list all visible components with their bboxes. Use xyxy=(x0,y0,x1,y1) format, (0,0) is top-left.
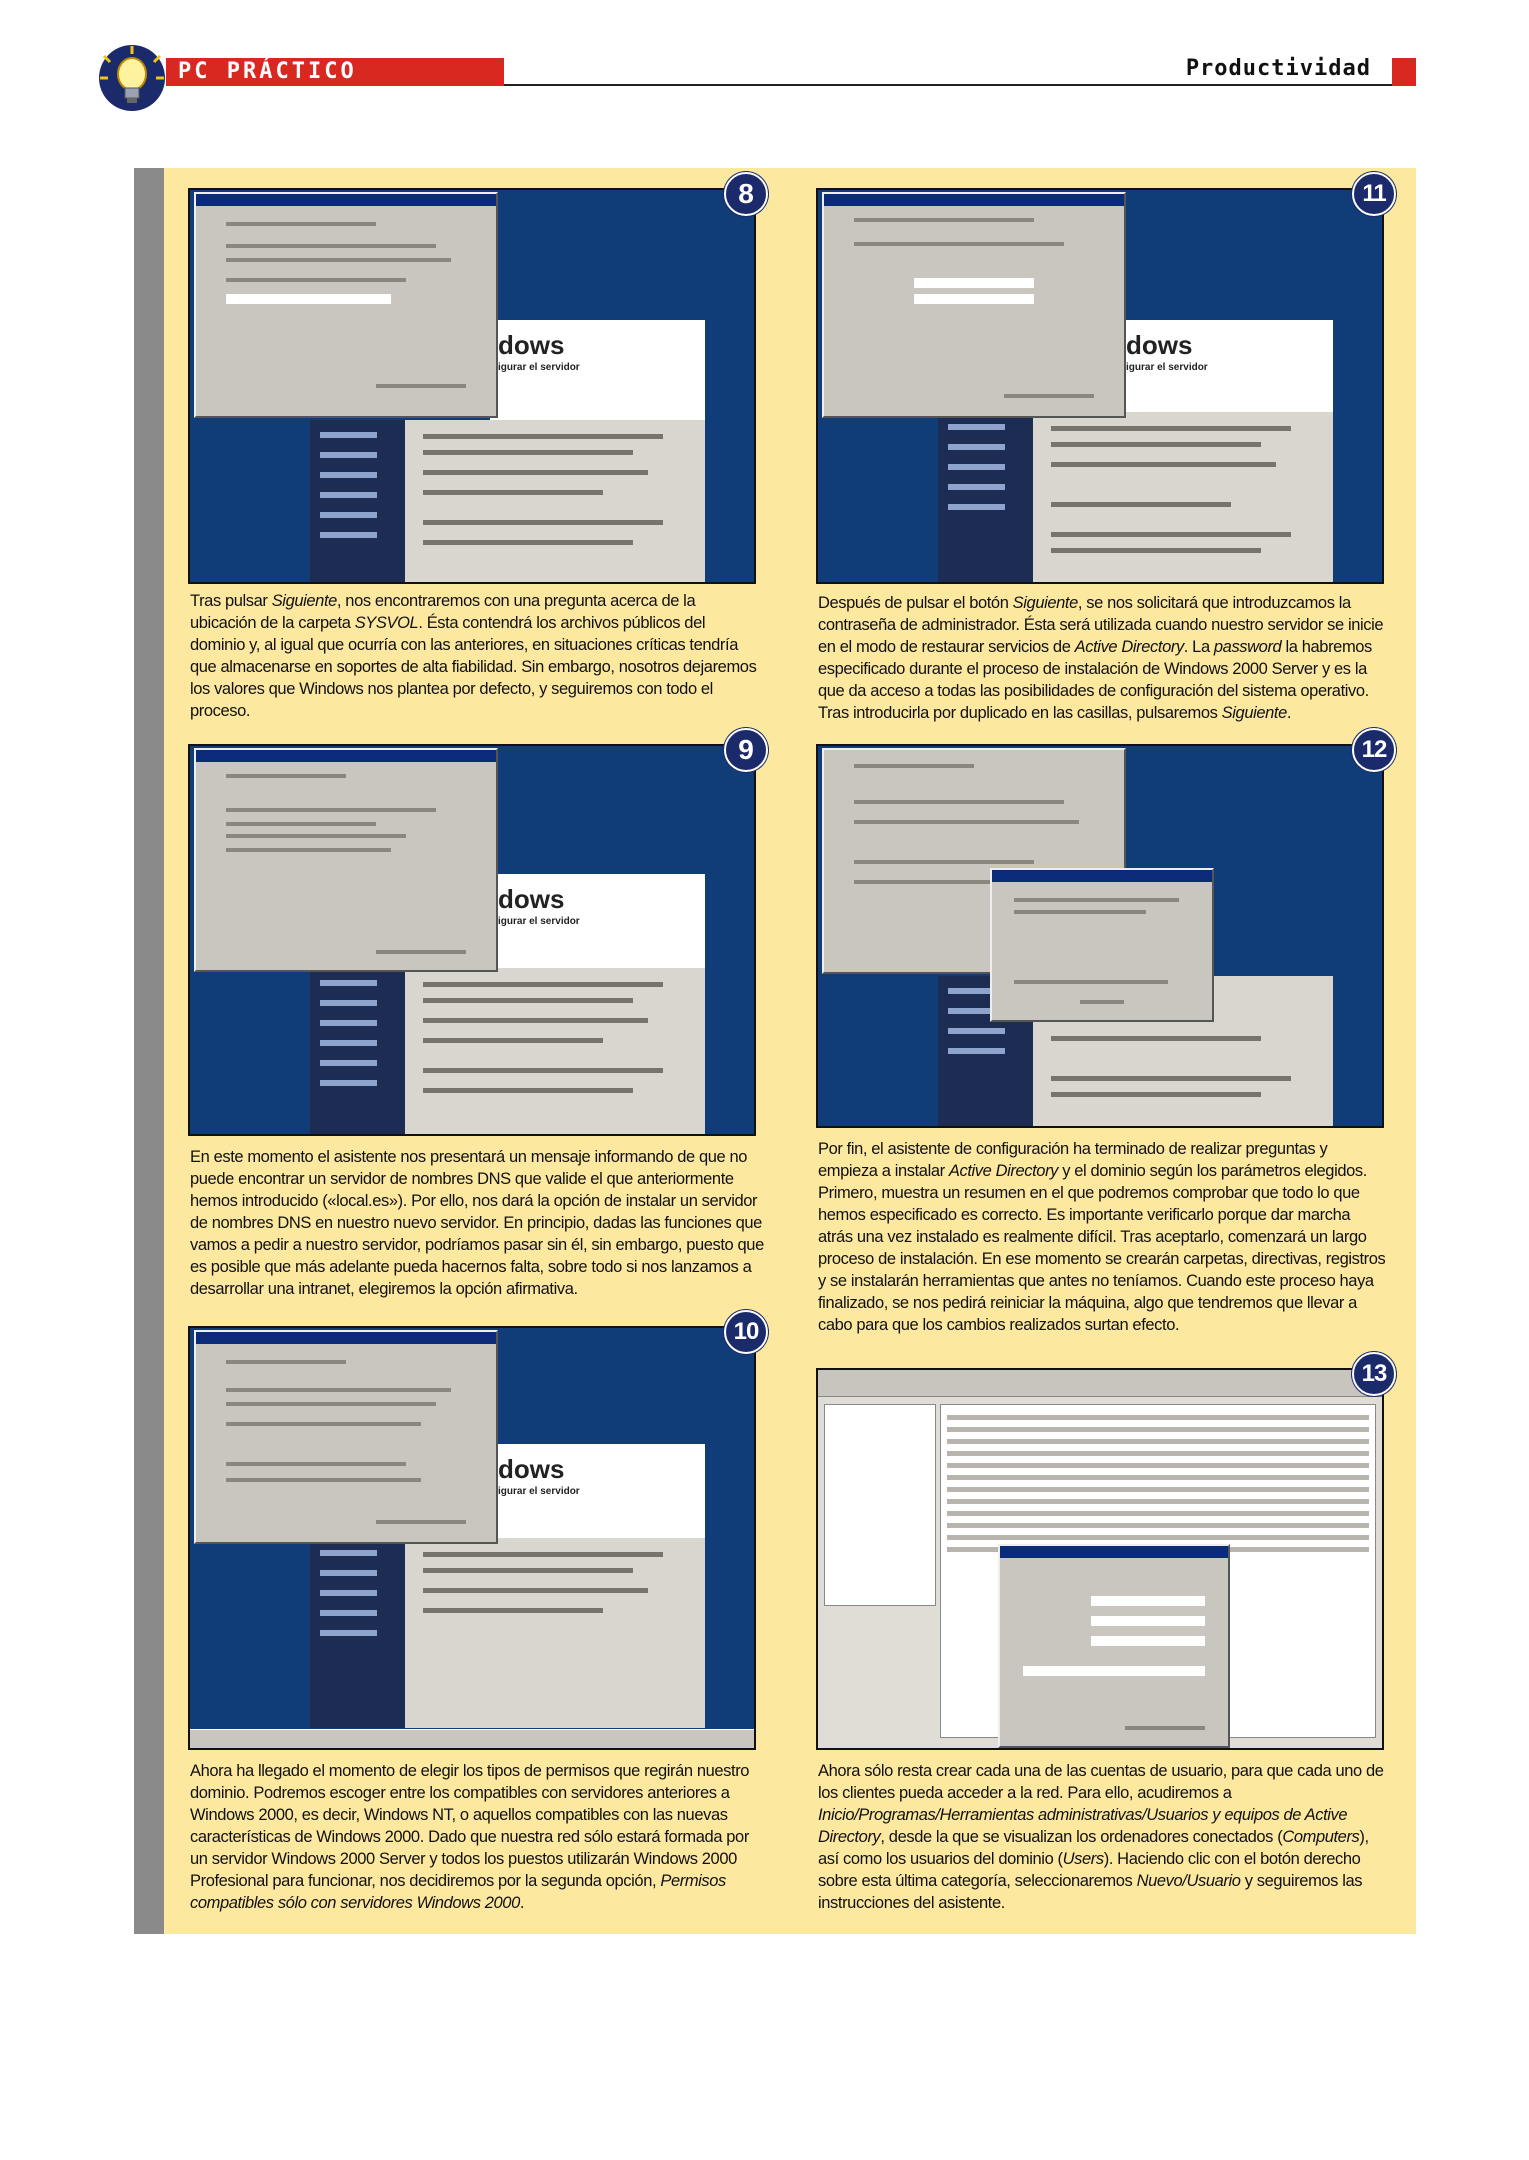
caption-text: , se nos solicitará que introduzcamos la contraseña de administrador. Ésta será utilizada cuando nuestro servidor se inicie en el modo de restaurar servicios de xyxy=(818,594,1384,656)
banner-logo-text: dows xyxy=(498,1454,565,1484)
caption-emphasis: Nuevo/Usuario xyxy=(1136,1872,1241,1890)
screenshot-step-10 xyxy=(188,1326,756,1750)
banner-logo-text: dows xyxy=(1126,330,1193,360)
caption-emphasis: password xyxy=(1213,638,1282,656)
header-rule xyxy=(504,84,1416,86)
caption-step-8 xyxy=(190,590,760,722)
brand-bar xyxy=(166,58,504,86)
caption-emphasis: Computers xyxy=(1282,1828,1360,1846)
caption-emphasis: Inicio/Programas/Herramientas administrativas/Usuarios y equipos de Active Directory xyxy=(818,1806,1348,1846)
caption-emphasis: Siguiente xyxy=(271,592,337,610)
caption-step-10 xyxy=(190,1760,760,1914)
screenshot-step-8 xyxy=(188,188,756,584)
caption-step-13 xyxy=(818,1760,1384,1914)
caption-text: Tras pulsar xyxy=(190,592,272,610)
caption-text: ). Haciendo clic con el botón derecho sobre esta última categoría, seleccionaremos xyxy=(818,1850,1361,1890)
banner-subtitle: igurar el servidor xyxy=(498,916,580,927)
banner-logo-text: dows xyxy=(498,330,565,360)
caption-text: . xyxy=(519,1894,525,1912)
section-marker xyxy=(1392,58,1416,86)
step-badge-10: 10 xyxy=(724,1310,768,1354)
banner-subtitle: igurar el servidor xyxy=(498,362,580,373)
step-badge-9: 9 xyxy=(724,728,768,772)
caption-text: , desde la que se visualizan los ordenadores conectados ( xyxy=(880,1828,1283,1846)
caption-emphasis: Active Directory xyxy=(1074,638,1184,656)
step-badge-8: 8 xyxy=(724,172,768,216)
window-menu-bar xyxy=(818,1370,1382,1397)
caption-text: , nos encontraremos con una pregunta acerca de la ubicación de la carpeta xyxy=(190,592,696,632)
step-badge-11: 11 xyxy=(1352,172,1396,216)
brand-name: PC PRÁCTICO xyxy=(178,59,357,84)
caption-text: Después de pulsar el botón xyxy=(818,594,1013,612)
caption-text: . xyxy=(1286,704,1292,722)
caption-text: Ahora sólo resta crear cada una de las cuentas de usuario, para que cada uno de los clientes pueda acceder a la red. Para ello, acudiremos a xyxy=(818,1762,1384,1802)
tree-pane xyxy=(824,1404,936,1606)
caption-text: . Ésta contendrá los archivos públicos del dominio y, al igual que ocurría con las anteriores, en situaciones críticas tendría que almacenarse en soportes de alta fiabilidad. Sin embargo, nosotros dejaremos los valores que Windows nos plantea por defecto, y seguiremos con todo el proceso. xyxy=(190,614,757,720)
caption-text: Ahora ha llegado el momento de elegir los tipos de permisos que regirán nuestro dominio. Podremos escoger entre los compatibles con servidores anteriores a Windows 2000, es decir, Windows NT, o aquellos compatibles con las nuevas características de Windows 2000. Dado que nuestra red sólo estará formada por un servidor Windows 2000 Server y todos los puestos utilizarán Windows 2000 Profesional para funcionar, nos decidiremos por la segunda opción, xyxy=(190,1762,750,1890)
caption-text: En este momento el asistente nos presentará un mensaje informando de que no puede encontrar un servidor de nombres DNS que valide el que anteriormente hemos introducido («local.es»). Por ello, nos dará la opción de instalar un servidor de nombres DNS en nuestro nuevo servidor. En principio, dadas las funciones que vamos a pedir a nuestro servidor, podríamos pasar sin él, sin embargo, puesto que es posible que más adelante pueda hacernos falta, sobre todo si nos lanzamos a desarrollar una intranet, elegiremos la opción afirmativa. xyxy=(190,1148,764,1298)
caption-text: ), así como los usuarios del dominio ( xyxy=(818,1828,1369,1868)
banner-logo-text: dows xyxy=(498,884,565,914)
taskbar xyxy=(190,1729,754,1748)
caption-text: Por fin, el asistente de configuración ha terminado de realizar preguntas y empieza a instalar xyxy=(818,1140,1328,1180)
caption-emphasis: Siguiente xyxy=(1012,594,1078,612)
caption-text: . La xyxy=(1183,638,1214,656)
step-badge-13: 13 xyxy=(1352,1352,1396,1396)
caption-emphasis: Users xyxy=(1062,1850,1104,1868)
step-badge-12: 12 xyxy=(1352,728,1396,772)
caption-text: la habremos especificado durante el proceso de instalación de Windows 2000 Server y es la que da acceso a todas las posibilidades de configuración del sistema operativo. Tras introducirla por duplicado en las casillas, pulsaremos xyxy=(818,638,1372,722)
caption-emphasis: Active Directory xyxy=(948,1162,1059,1180)
caption-emphasis: SYSVOL xyxy=(354,614,419,632)
panel-side-bar xyxy=(134,168,164,1934)
screenshot-step-9 xyxy=(188,744,756,1136)
screenshot-step-11 xyxy=(816,188,1384,584)
caption-emphasis: Permisos compatibles sólo con servidores Windows 2000 xyxy=(190,1872,726,1912)
caption-step-12 xyxy=(818,1138,1388,1336)
caption-step-11 xyxy=(818,592,1394,724)
caption-text: y seguiremos las instrucciones del asistente. xyxy=(818,1872,1363,1912)
caption-emphasis: Siguiente xyxy=(1221,704,1287,722)
section-title: Productividad xyxy=(1185,56,1371,81)
screenshot-step-12 xyxy=(816,744,1384,1128)
banner-subtitle: igurar el servidor xyxy=(1126,362,1208,373)
banner-subtitle: igurar el servidor xyxy=(498,1486,580,1497)
caption-step-9 xyxy=(190,1146,766,1300)
caption-text: y el dominio según los parámetros elegidos. Primero, muestra un resumen en el que podremos comprobar que todo lo que hemos especificado es correcto. Es importante verificarlo porque dar marcha atrás una vez instalado es realmente difícil. Tras aceptarlo, comenzará un largo proceso de instalación. En ese momento se crearán carpetas, directivas, registros y se instalarán herramientas que antes no teníamos. Cuando este proceso haya finalizado, se nos pedirá reiniciar la máquina, algo que tendremos que llevar a cabo para que los cambios realizados surtan efecto. xyxy=(818,1162,1386,1334)
screenshot-step-13 xyxy=(816,1368,1384,1750)
